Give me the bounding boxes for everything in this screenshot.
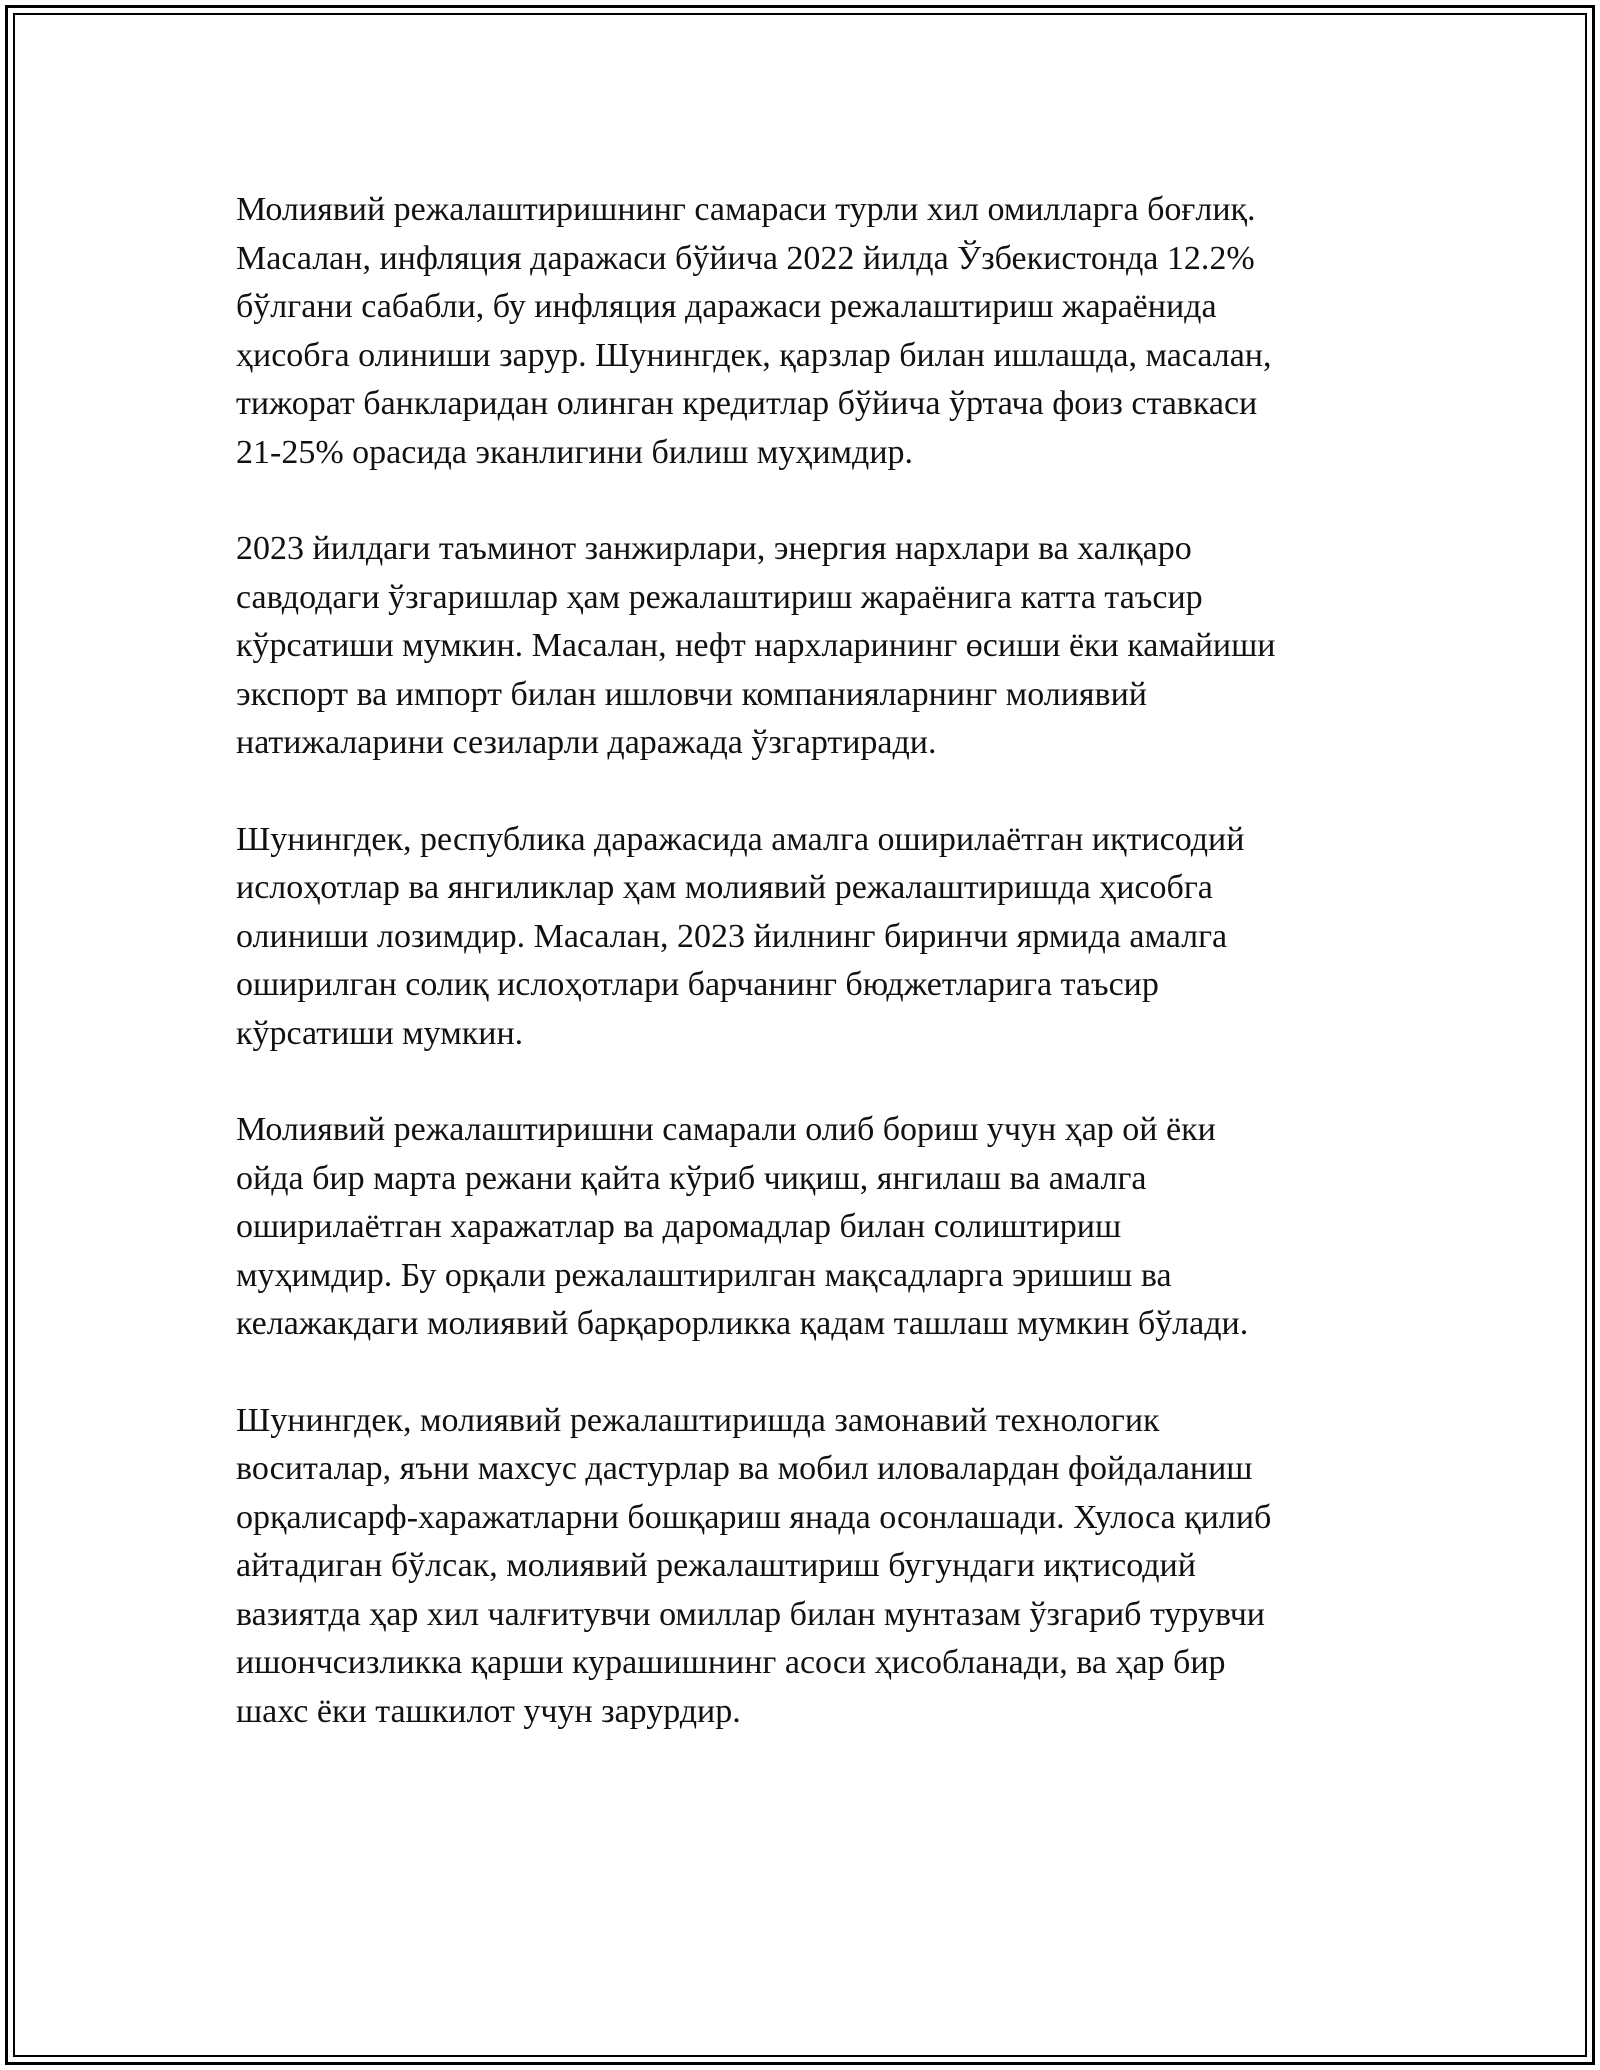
text-line: кўрсатиши мумкин. [236,1014,524,1052]
text-line: Молиявий режалаштиришнинг самараси турли хил омилларга боғлиқ. [236,191,1256,228]
text-line: келажакдаги молиявий барқарорликка қадам ташлаш мумкин бўлади. [236,1305,1249,1342]
text-line: Шунингдек, молиявий режалаштиришда замонавий технологик [236,1401,1160,1439]
text-line: тижорат банкларидан олинган кредитлар бўйича ўртача фоиз ставкаси [236,385,1258,422]
text-line: шахс ёки ташкилот учун зарурдир. [236,1692,741,1730]
text-line: Шунингдек, республика даражасида амалга оширилаётган иқтисодий [236,820,1245,858]
text-line: оширилган солиқ ислоҳотлари барчанинг бюджетларига таъсир [236,966,1159,1003]
paragraph-1 [236,186,1366,477]
text-line: олиниши лозимдир. Масалан, 2023 йилнинг биринчи ярмида амалга [236,917,1228,955]
text-line: Масалан, инфляция даражаси бўйича 2022 йилда Ўзбекистонда 12.2% [236,239,1255,277]
text-line: 2023 йилдаги таъминот занжирлари, энергия нархлари ва халқаро [236,530,1192,567]
paragraph-2 [236,525,1366,768]
text-line: савдодаги ўзгаришлар ҳам режалаштириш жараёнига катта таъсир [236,578,1203,616]
paragraph-5 [236,1397,1366,1737]
text-line: ислоҳотлар ва янгиликлар ҳам молиявий режалаштиришда ҳисобга [236,869,1213,906]
document-body [236,186,1366,1784]
text-line: вазиятда ҳар хил чалғитувчи омиллар билан мунтазам ўзгариб турувчи [236,1595,1265,1633]
text-line: кўрсатиши мумкин. Масалан, нефт нархларининг өсиши ёки камайиши [236,627,1276,664]
text-line: орқалисарф-харажатларни бошқариш янада осонлашади. Хулоса қилиб [236,1498,1272,1536]
paragraph-3 [236,816,1366,1059]
text-line: бўлгани сабабли, бу инфляция даражаси режалаштириш жараёнида [236,288,1217,325]
text-line: оширилаётган харажатлар ва даромадлар билан солиштириш [236,1208,1122,1245]
text-line: айтадиган бўлсак, молиявий режалаштириш бугундаги иқтисодий [236,1547,1196,1584]
text-line: экспорт ва импорт билан ишловчи компанияларнинг молиявий [236,675,1147,713]
text-line: 21-25% орасида эканлигини билиш муҳимдир. [236,433,914,471]
text-line: натижаларини сезиларли даражада ўзгартиради. [236,724,937,761]
text-line: ишончсизликка қарши курашишнинг асоси ҳисобланади, ва ҳар бир [236,1644,1226,1681]
text-line: воситалар, яъни махсус дастурлар ва мобил иловалардан фойдаланиш [236,1450,1253,1487]
text-line: ойда бир марта режани қайта кўриб чиқиш, янгилаш ва амалга [236,1159,1147,1197]
text-line: Молиявий режалаштиришни самарали олиб бориш учун ҳар ой ёки [236,1111,1216,1148]
text-line: ҳисобга олиниши зарур. Шунингдек, қарзлар билан ишлашда, масалан, [236,336,1272,374]
text-line: муҳимдир. Бу орқали режалаштирилган мақсадларга эришиш ва [236,1256,1172,1294]
paragraph-4 [236,1106,1366,1349]
